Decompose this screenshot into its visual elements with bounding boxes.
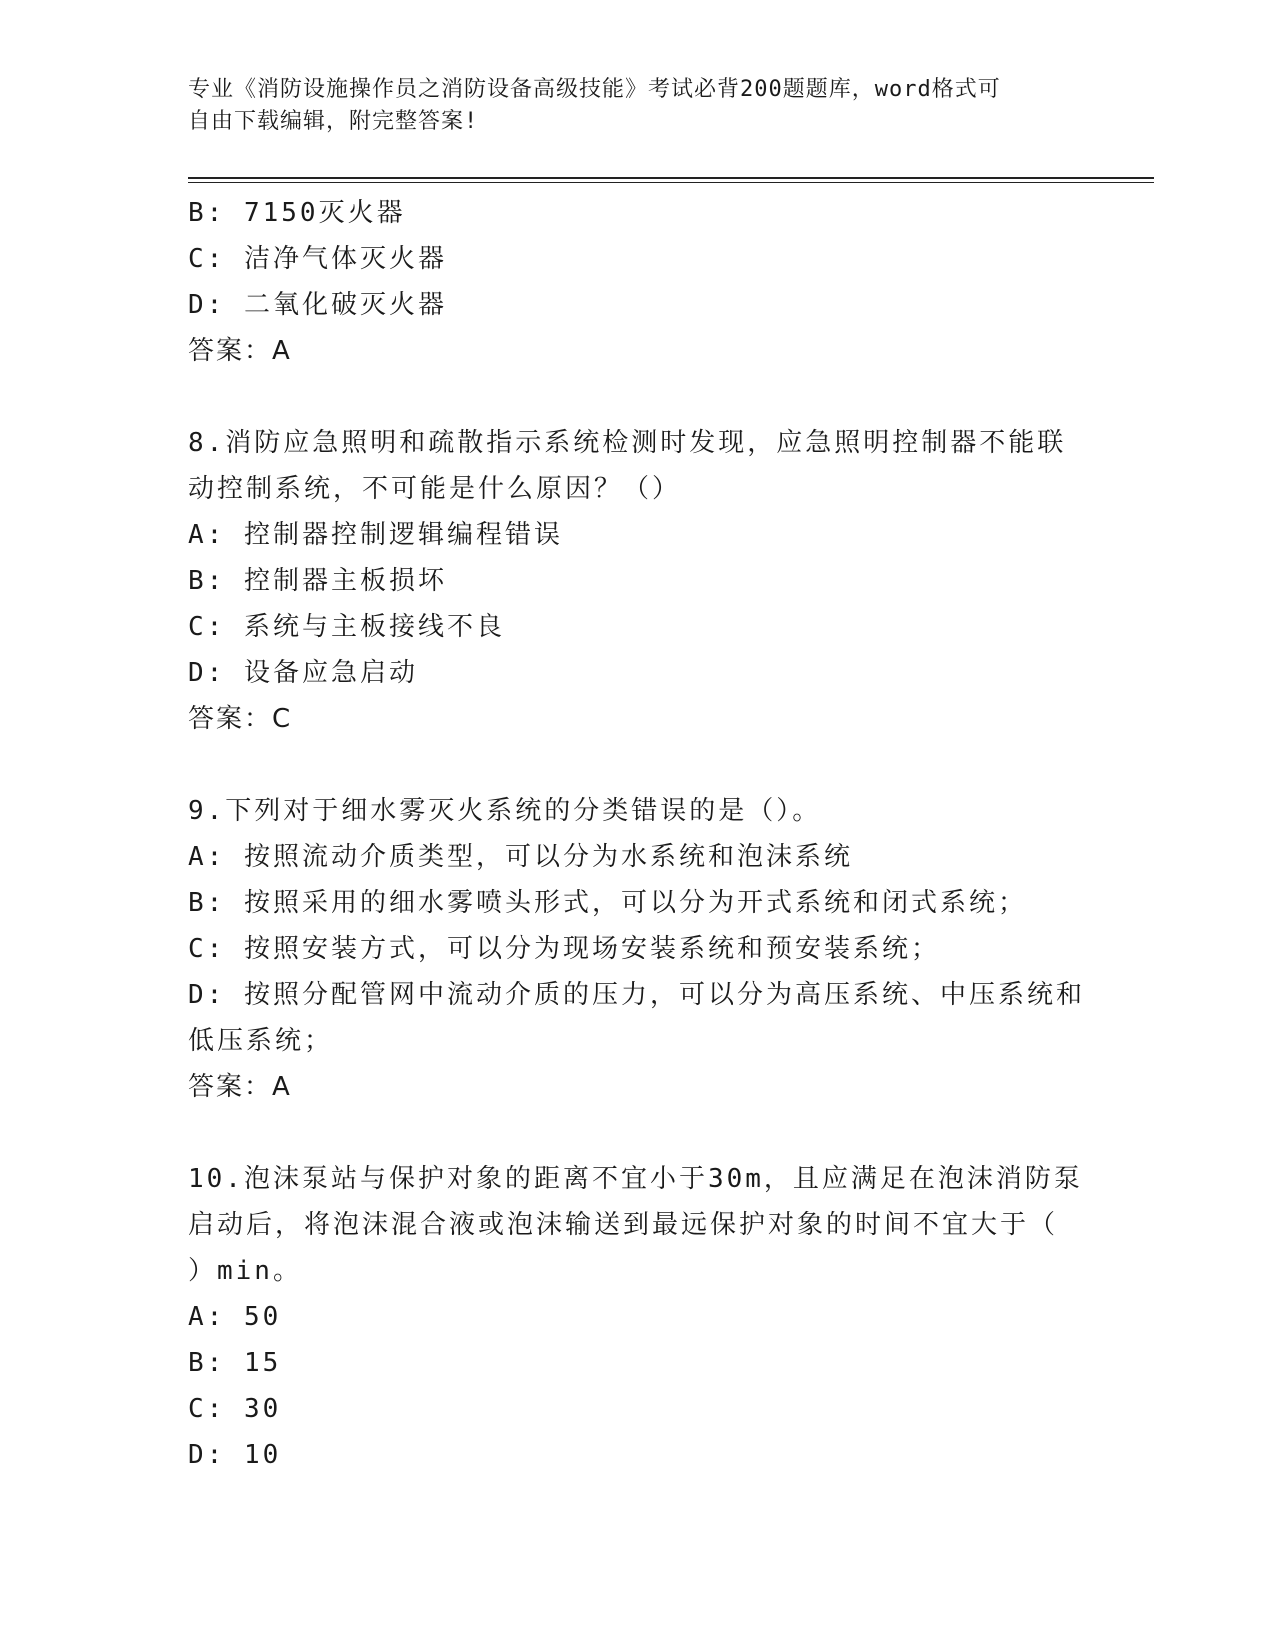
option-d: D: 二氧化破灭火器 [188,290,447,320]
spacer [188,374,1088,420]
question-stem: 8.消防应急照明和疏散指示系统检测时发现，应急照明控制器不能联 [188,428,1067,458]
option-b: B: 15 [188,1348,282,1378]
spacer [188,1110,1088,1156]
header-divider-thin [188,182,1154,183]
answer-label: 答案：A [188,1072,292,1102]
question-stem: 10.泡沫泵站与保护对象的距离不宜小于30m，且应满足在泡沫消防泵 [188,1164,1083,1194]
question-stem: 9.下列对于细水雾灭火系统的分类错误的是（）。 [188,796,822,826]
answer-label: 答案：C [188,704,293,734]
option-d: D: 按照分配管网中流动介质的压力，可以分为高压系统、中压系统和 [188,980,1085,1010]
header-line-2: 自由下载编辑，附完整答案! [188,109,479,134]
option-d-continued: 低压系统； [188,1026,334,1056]
option-b: B: 7150灭火器 [188,198,406,228]
option-d: D: 设备应急启动 [188,658,418,688]
answer-label: 答案：A [188,336,292,366]
question-list [188,190,1088,1478]
option-c: C: 洁净气体灭火器 [188,244,447,274]
header-line-1: 专业《消防设施操作员之消防设备高级技能》考试必背200题题库，word格式可 [188,77,1001,102]
option-c: C: 按照安装方式，可以分为现场安装系统和预安装系统； [188,934,940,964]
option-a: A: 50 [188,1302,282,1332]
option-c: C: 系统与主板接线不良 [188,612,505,642]
question-stem: 启动后，将泡沫混合液或泡沫输送到最远保护对象的时间不宜大于（ [188,1210,1059,1240]
option-d: D: 10 [188,1440,282,1470]
option-c: C: 30 [188,1394,282,1424]
question-9 [188,788,1088,1110]
document-header [188,74,1068,138]
question-10 [188,1156,1088,1478]
spacer [188,742,1088,788]
option-b: B: 按照采用的细水雾喷头形式，可以分为开式系统和闭式系统； [188,888,1027,918]
question-stem: ）min。 [188,1256,302,1286]
option-a: A: 按照流动介质类型，可以分为水系统和泡沫系统 [188,842,853,872]
question-8 [188,420,1088,742]
option-b: B: 控制器主板损坏 [188,566,447,596]
question-7-continuation [188,190,1088,374]
option-a: A: 控制器控制逻辑编程错误 [188,520,563,550]
question-stem: 动控制系统，不可能是什么原因？（） [188,474,682,504]
header-divider-thick [188,177,1154,179]
